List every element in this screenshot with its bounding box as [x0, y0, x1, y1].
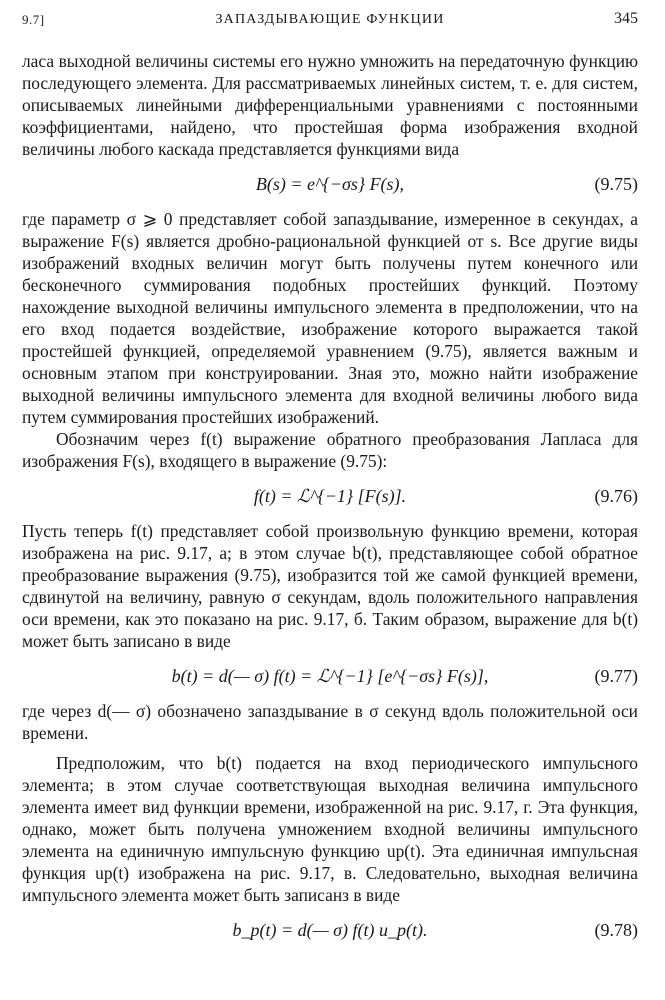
equation-9-78 [22, 908, 638, 952]
equation-number: (9.76) [594, 486, 638, 506]
paragraph-4: Пусть теперь f(t) представляет собой произвольную функцию времени, которая изображена на рис. 9.17, а; в этом случае b(t), представляющее собой обратное преобразование выражения (9.75), изобразится той же самой функцией времени, сдвинутой на величину, равную σ секундам, вдоль положительного направления оси времени, как это показано на рис. 9.17, б. Таким образом, выражение для b(t) может быть записано в виде [22, 521, 638, 651]
page-body [22, 50, 638, 954]
equation-9-77 [22, 654, 638, 698]
paragraph-2: где параметр σ ⩾ 0 представляет собой запаздывание, измеренное в секундах, а выражение F(s) является дробно-рациональной функцией от s. Все другие виды изображений входных величин могут быть получены путем конечного или бесконечного суммирования подобных простейших функций. Поэтому нахождение выходной величины импульсного элемента в предположении, что на его вход подается воздействие, изображение которого выражается такой простейшей функцией, определяемой уравнением (9.75), является важным и основным этапом при конструировании. Зная это, можно найти изображение выходной величины импульсного элемента для входной величины любого вида путем суммирования простейших изображений. [22, 209, 638, 427]
paragraph-3: Обозначим через f(t) выражение обратного преобразования Лапласа для изображения F(s), входящего в выражение (9.75): [22, 429, 638, 471]
equation-number: (9.75) [594, 174, 638, 194]
equation-9-76 [22, 474, 638, 518]
equation-number: (9.77) [594, 666, 638, 686]
equation-formula: b(t) = d(— σ) f(t) = ℒ^{−1} [e^{−σs} F(s)], [171, 666, 489, 686]
equation-formula: b_p(t) = d(— σ) f(t) u_p(t). [232, 920, 428, 940]
equation-number: (9.78) [594, 920, 638, 940]
equation-9-75 [22, 162, 638, 206]
running-title: ЗАПАЗДЫВАЮЩИЕ ФУНКЦИИ [215, 12, 445, 27]
paragraph-6: Предположим, что b(t) подается на вход периодического импульсного элемента; в этом случае соответствующая выходная величина импульсного элемента имеет вид функции времени, изображенной на рис. 9.17, г. Эта функция, однако, может быть получена умножением входной величины импульсного элемента на единичную импульсную функцию up(t). Эта единичная импульсная функция up(t) изображена на рис. 9.17, в. Следовательно, выходная величина импульсного элемента может быть записанз в виде [22, 753, 638, 905]
page-header [22, 10, 638, 32]
equation-formula: B(s) = e^{−σs} F(s), [255, 174, 405, 194]
equation-formula: f(t) = ℒ^{−1} [F(s)]. [253, 486, 407, 506]
paragraph-5: где через d(— σ) обозначено запаздывание в σ секунд вдоль положительной оси времени. [22, 701, 638, 743]
page-number: 345 [614, 10, 638, 27]
section-number: 9.7] [22, 12, 45, 27]
paragraph-1: ласа выходной величины системы его нужно умножить на передаточную функцию последующего элемента. Для рассматриваемых линейных систем, т. е. для систем, описываемых линейными дифференциальными уравнениями с постоянными коэффициентами, найдено, что простейшая форма изображения входной величины любого каскада представляется функциями вида [22, 51, 638, 159]
